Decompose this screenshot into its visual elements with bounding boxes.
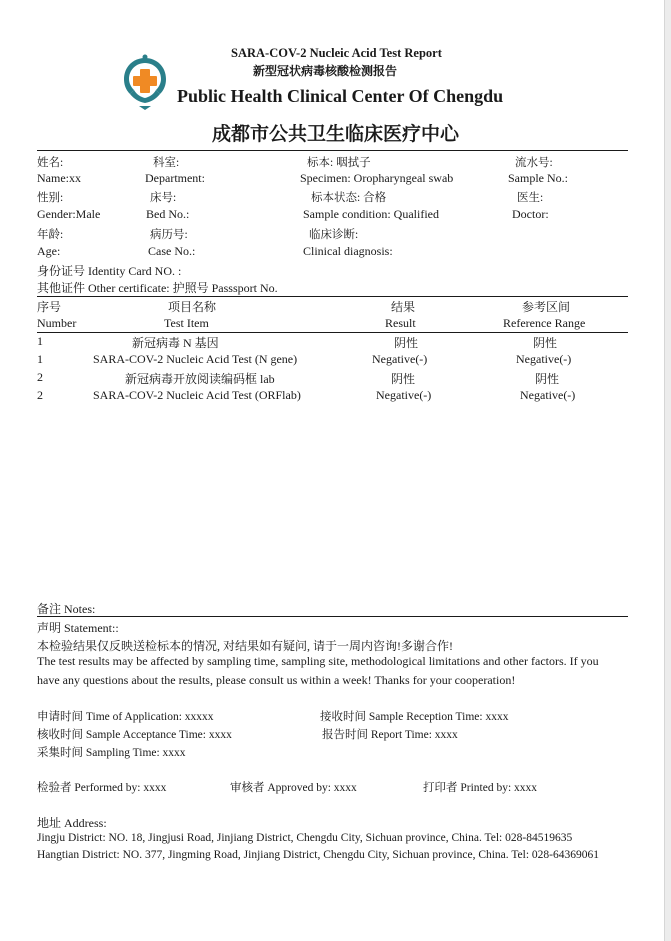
sample-condition-field: Sample condition: Qualified — [303, 207, 439, 221]
header-number-zh: 序号 — [37, 300, 62, 314]
identity-card-field: 身份证号 Identity Card NO. : — [37, 264, 182, 278]
report-time: 报告时间 Report Time: xxxx — [322, 729, 458, 741]
report-title-en: SARA-COV-2 Nucleic Acid Test Report — [231, 46, 442, 60]
doctor-label-zh: 医生: — [517, 192, 544, 204]
row-result: Negative(-) — [372, 352, 428, 366]
clinical-diagnosis-field: Clinical diagnosis: — [303, 244, 393, 258]
department-field: Department: — [145, 171, 205, 185]
row-reference-range: 阴性 — [533, 336, 558, 350]
dept-label-zh: 科室: — [153, 157, 180, 169]
page-edge — [664, 0, 671, 941]
address-hangtian: Hangtian District: NO. 377, Jingming Road, Jinjiang District, Chengdu City, Sichuan province, China. Tel: 028-64369061 — [37, 849, 600, 861]
row-result: 阴性 — [391, 372, 416, 386]
row-reference-range: Negative(-) — [516, 352, 572, 366]
serial-label-zh: 流水号: — [515, 157, 553, 169]
hospital-logo-icon — [119, 54, 171, 110]
header-number-en: Number — [37, 316, 77, 330]
address-label: 地址 Address: — [37, 816, 107, 830]
header-range-en: Reference Range — [503, 316, 586, 330]
age-label-zh: 年龄: — [37, 229, 64, 241]
printed-by: 打印者 Printed by: xxxx — [423, 782, 538, 794]
header-range-zh: 参考区间 — [522, 300, 571, 314]
org-name-zh: 成都市公共卫生临床医疗中心 — [212, 123, 460, 145]
header-item-en: Test Item — [164, 316, 209, 330]
row-number: 1 — [37, 334, 43, 348]
sample-reception-time: 接收时间 Sample Reception Time: xxxx — [320, 711, 509, 723]
org-name-en: Public Health Clinical Center Of Chengdu — [177, 86, 504, 106]
gender-label-zh: 性别: — [37, 192, 64, 204]
row-test-item: 新冠病毒 N 基因 — [132, 336, 219, 350]
sampling-time: 采集时间 Sampling Time: xxxx — [37, 747, 186, 759]
sample-acceptance-time: 核收时间 Sample Acceptance Time: xxxx — [37, 729, 232, 741]
statement-en-line2: have any questions about the results, please consult us within a week! Thanks for your cooperation! — [37, 673, 516, 687]
bed-label-zh: 床号: — [150, 192, 177, 204]
approved-by: 审核者 Approved by: xxxx — [230, 782, 357, 794]
header-item-zh: 项目名称 — [168, 300, 217, 314]
row-number: 1 — [37, 352, 43, 366]
divider-table-header — [37, 332, 628, 333]
diagnosis-label-zh: 临床诊断: — [309, 229, 359, 241]
address-jingju: Jingju District: NO. 18, Jingjusi Road, Jinjiang District, Chengdu City, Sichuan province, China. Tel: 028-84519635 — [37, 832, 573, 844]
specimen-label-zh: 标本: 咽拭子 — [307, 157, 371, 169]
header-result-zh: 结果 — [391, 300, 416, 314]
age-field: Age: — [37, 244, 61, 258]
statement-label: 声明 Statement:: — [37, 621, 119, 635]
divider-top — [37, 150, 628, 151]
bed-no-field: Bed No.: — [146, 207, 190, 221]
statement-en-line1: The test results may be affected by sampling time, sampling site, methodological limitations and other factors. If you — [37, 654, 599, 668]
row-result: 阴性 — [394, 336, 419, 350]
row-test-item: SARA-COV-2 Nucleic Acid Test (ORFlab) — [93, 388, 301, 402]
case-no-field: Case No.: — [148, 244, 196, 258]
row-number: 2 — [37, 370, 43, 384]
name-field: Name:xx — [37, 171, 81, 185]
statement-zh: 本检验结果仅反映送检标本的情况, 对结果如有疑问, 请于一周内咨询!多谢合作! — [37, 639, 453, 653]
header-result-en: Result — [385, 316, 416, 330]
divider-table-top — [37, 296, 628, 297]
performed-by: 检验者 Performed by: xxxx — [37, 782, 167, 794]
report-title-zh: 新型冠状病毒核酸检测报告 — [253, 64, 398, 78]
case-label-zh: 病历号: — [150, 229, 188, 241]
time-of-application: 申请时间 Time of Application: xxxxx — [37, 711, 214, 723]
row-reference-range: Negative(-) — [520, 388, 576, 402]
sample-no-field: Sample No.: — [508, 171, 568, 185]
gender-field: Gender:Male — [37, 207, 101, 221]
name-label-zh: 姓名: — [37, 157, 64, 169]
row-result: Negative(-) — [376, 388, 432, 402]
notes-label: 备注 Notes: — [37, 602, 96, 616]
row-number: 2 — [37, 388, 43, 402]
divider-notes — [37, 616, 628, 617]
specimen-field: Specimen: Oropharyngeal swab — [300, 171, 454, 185]
doctor-field: Doctor: — [512, 207, 549, 221]
row-test-item: SARA-COV-2 Nucleic Acid Test (N gene) — [93, 352, 298, 366]
row-test-item: 新冠病毒开放阅读编码框 lab — [125, 372, 275, 386]
status-label-zh: 标本状态: 合格 — [311, 192, 387, 204]
other-certificate-field: 其他证件 Other certificate: 护照号 Passsport No. — [37, 281, 278, 295]
row-reference-range: 阴性 — [535, 372, 560, 386]
